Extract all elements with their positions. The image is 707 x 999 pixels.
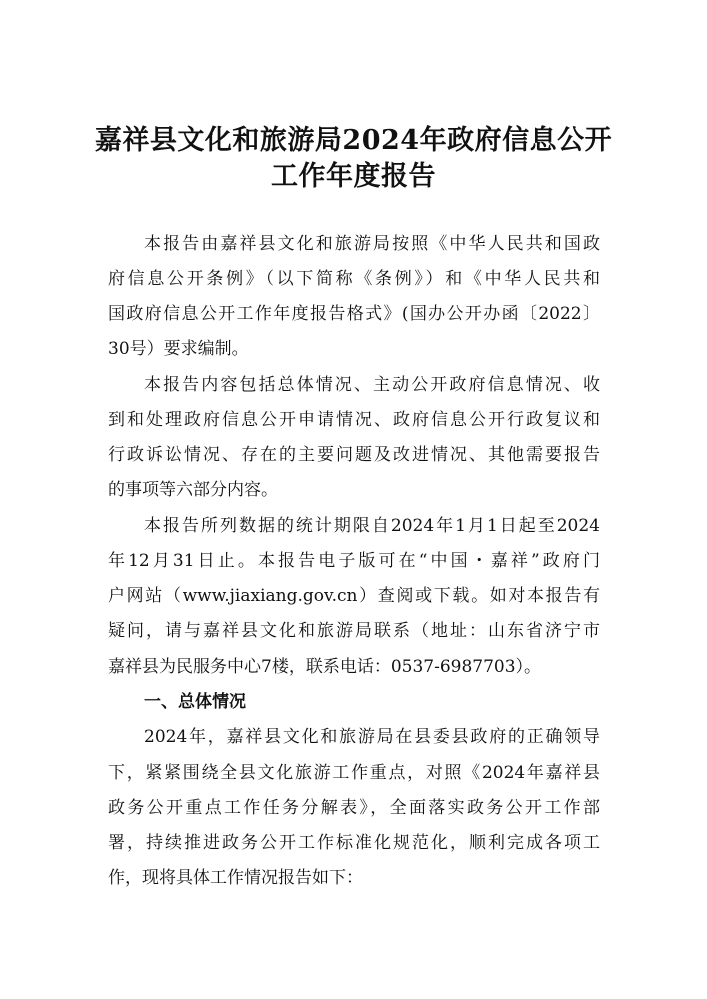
paragraph-line: 署，持续推进政务公开工作标准化规范化，顺利完成各项工 <box>108 833 600 853</box>
section-heading: 一、总体情况 <box>144 692 246 712</box>
paragraph-line: 年12月31日止。本报告电子版可在“中国・嘉祥”政府门 <box>108 551 600 571</box>
paragraph-line: 的事项等六部分内容。 <box>108 480 278 500</box>
paragraph-line: 行政诉讼情况、存在的主要问题及改进情况、其他需要报告 <box>108 445 600 465</box>
paragraph-line: 本报告内容包括总体情况、主动公开政府信息情况、收 <box>144 375 600 395</box>
paragraph-line: 下，紧紧围绕全县文化旅游工作重点，对照《2024年嘉祥县 <box>108 763 600 783</box>
paragraph-line: 府信息公开条例》（以下简称《条例》）和《中华人民共和 <box>108 269 600 289</box>
paragraph-line: 2024年，嘉祥县文化和旅游局在县委县政府的正确领导 <box>144 727 600 747</box>
paragraph-line: 国政府信息公开工作年度报告格式》(国办公开办函〔2022〕 <box>108 304 600 324</box>
paragraph-line: 30号）要求编制。 <box>108 339 249 359</box>
report-title-line-2: 工作年度报告 <box>271 161 436 192</box>
paragraph-line: 本报告所列数据的统计期限自2024年1月1日起至2024 <box>144 516 600 536</box>
paragraph-line: 本报告由嘉祥县文化和旅游局按照《中华人民共和国政 <box>144 234 600 254</box>
paragraph-line: 嘉祥县为民服务中心7楼，联系电话：0537-6987703）。 <box>108 657 542 677</box>
paragraph-line: 户网站（www.jiaxiang.gov.cn）查阅或下载。如对本报告有 <box>108 586 600 606</box>
paragraph-line: 作，现将具体工作情况报告如下： <box>108 868 363 888</box>
paragraph-line: 到和处理政府信息公开申请情况、政府信息公开行政复议和 <box>108 410 600 430</box>
report-title-line-1: 嘉祥县文化和旅游局2024年政府信息公开 <box>94 125 613 156</box>
paragraph-line: 疑问，请与嘉祥县文化和旅游局联系（地址：山东省济宁市 <box>108 621 600 641</box>
paragraph-line: 政务公开重点工作任务分解表》，全面落实政务公开工作部 <box>108 798 600 818</box>
